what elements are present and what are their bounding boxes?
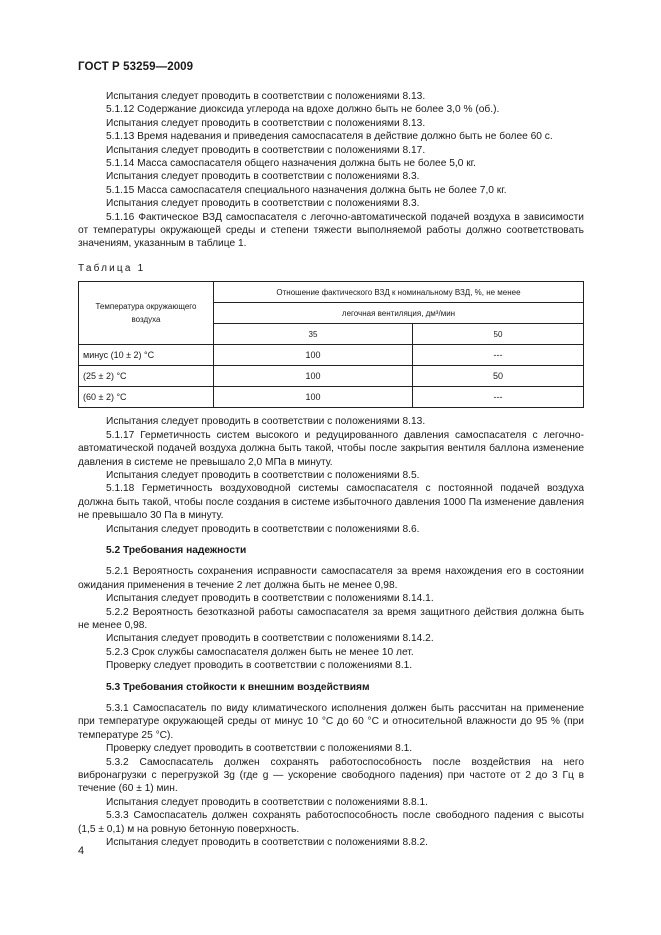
table-header-temperature: Температура окружающего воздуха — [79, 282, 214, 345]
table-header-row — [79, 282, 584, 303]
table-row — [79, 366, 584, 387]
section-title: 5.3 Требования стойкости к внешним воздействиям — [106, 681, 370, 693]
paragraph: 5.1.16 Фактическое ВЗД самоспасателя с легочно-автоматической подачей воздуха в зависимости от температуры окружающей среды и степени тяжести выполняемой работы должно соответствовать значениям, указанным в таблице 1. — [78, 211, 584, 250]
table-row — [79, 387, 584, 408]
table-cell-temperature: (25 ± 2) °С — [79, 366, 214, 387]
paragraph: Испытания следует проводить в соответствии с положениями 8.8.1. — [106, 796, 428, 808]
paragraph: 5.1.17 Герметичность систем высокого и редуцированного давления самоспасателя с легочно-автоматической подачей воздуха должна быть такой, чтобы после закрытия вентиля баллона изменение давления в системе не превышало 2,0 МПа в минуту. — [78, 429, 584, 468]
table-cell-50: --- — [413, 387, 584, 408]
paragraph: Испытания следует проводить в соответствии с положениями 8.6. — [106, 523, 420, 535]
paragraph: Испытания следует проводить в соответствии с положениями 8.14.1. — [106, 593, 434, 605]
paragraph: Испытания следует проводить в соответствии с положениями 8.5. — [106, 469, 420, 481]
table-cell-50: 50 — [413, 366, 584, 387]
paragraph: Испытания следует проводить в соответствии с положениями 8.8.2. — [106, 837, 428, 849]
table-header-50: 50 — [413, 324, 584, 345]
table-cell-temperature: минус (10 ± 2) °С — [79, 345, 214, 366]
table-header-35: 35 — [214, 324, 413, 345]
page-number: 4 — [78, 845, 85, 857]
table-cell-35: 100 — [214, 387, 413, 408]
section-title: 5.2 Требования надежности — [106, 544, 247, 556]
paragraph: 5.1.14 Масса самоспасателя общего назначения должна быть не более 5,0 кг. — [106, 158, 476, 170]
document-header: ГОСТ Р 53259—2009 — [78, 61, 194, 73]
paragraph: Испытания следует проводить в соответствии с положениями 8.13. — [106, 91, 426, 102]
data-table — [78, 281, 584, 408]
paragraph: 5.2.2 Вероятность безотказной работы самоспасателя за время защитного действия должна быть не менее 0,98. — [78, 606, 584, 631]
table-header-ventilation: легочная вентиляция, дм³/мин — [214, 303, 584, 324]
paragraph: Проверку следует проводить в соответствии с положениями 8.1. — [106, 743, 413, 755]
paragraph: Испытания следует проводить в соответствии с положениями 8.3. — [106, 198, 420, 210]
paragraph: 5.3.2 Самоспасатель должен сохранять работоспособность после воздействия на него вибронагрузки с перегрузкой 3g (где g — ускорение свободного падения) при частоте от 2 до 3 Гц в течение (60 ± 1) мин. — [78, 756, 584, 795]
document-body — [78, 90, 584, 849]
paragraph: 5.3.3 Самоспасатель должен сохранять работоспособность после свободного падения с высоты (1,5 ± 0,1) м на ровную бетонную поверхность. — [78, 810, 584, 835]
table-cell-35: 100 — [214, 366, 413, 387]
paragraph: Испытания следует проводить в соответствии с положениями 8.13. — [106, 416, 426, 428]
paragraph: Испытания следует проводить в соответствии с положениями 8.13. — [106, 117, 426, 129]
paragraph: Испытания следует проводить в соответствии с положениями 8.3. — [106, 171, 420, 183]
paragraph: 5.3.1 Самоспасатель по виду климатического исполнения должен быть рассчитан на применение при температуре окружающей среды от минус 10 °С до 60 °С и относительной влажности до 95 % (при температуре 25 °С). — [78, 703, 584, 741]
table-caption: Таблица 1 — [78, 262, 146, 274]
table-cell-temperature: (60 ± 2) °С — [79, 387, 214, 408]
paragraph: 5.1.18 Герметичность воздуховодной системы самоспасателя с постоянной подачей воздуха должна быть такой, чтобы после создания в системе избыточного давления 1000 Па изменение давления не превышало 30 Па в минуту. — [78, 483, 584, 522]
table-row — [79, 345, 584, 366]
paragraph: Испытания следует проводить в соответствии с положениями 8.17. — [106, 144, 426, 156]
table-cell-35: 100 — [214, 345, 413, 366]
paragraph: 5.1.12 Содержание диоксида углерода на вдохе должно быть не более 3,0 % (об.). — [106, 104, 500, 116]
table-cell-50: --- — [413, 345, 584, 366]
paragraph: 5.2.3 Срок службы самоспасателя должен быть не менее 10 лет. — [106, 646, 414, 658]
paragraph: 5.2.1 Вероятность сохранения исправности самоспасателя за время нахождения его в состоянии ожидания применения в течение 2 лет должна быть не менее 0,98. — [78, 566, 584, 591]
table-header-ratio: Отношение фактического ВЗД к номинальному ВЗД, %, не менее — [214, 282, 584, 303]
paragraph: Проверку следует проводить в соответствии с положениями 8.1. — [106, 660, 413, 672]
paragraph: 5.1.15 Масса самоспасателя специального назначения должна быть не более 7,0 кг. — [106, 184, 507, 196]
paragraph: 5.1.13 Время надевания и приведения самоспасателя в действие должно быть не более 60 с. — [106, 131, 553, 143]
paragraph: Испытания следует проводить в соответствии с положениями 8.14.2. — [106, 633, 434, 645]
